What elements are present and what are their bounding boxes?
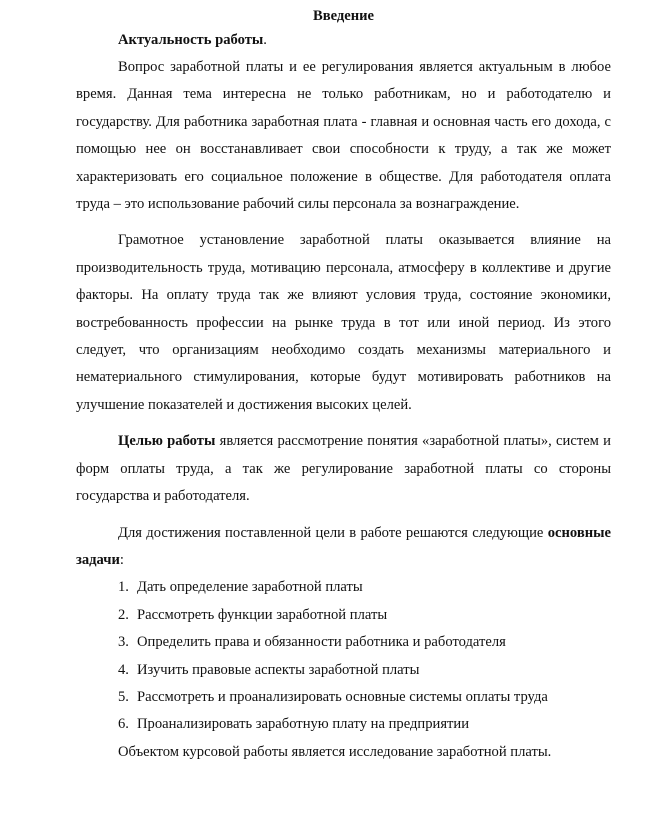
list-item: [76, 684, 611, 711]
tasks-list: [76, 574, 611, 738]
relevance-heading-text: Актуальность работы: [118, 32, 264, 48]
goal-bold: Целью работы: [118, 433, 216, 450]
spacer: [76, 511, 611, 520]
paragraph-object: Объектом курсовой работы является исследование заработной платы.: [118, 743, 552, 760]
relevance-heading: [76, 26, 611, 54]
tasks-bold: основные задачи: [76, 524, 611, 568]
task-text: Изучить правовые аспекты заработной платы: [137, 661, 420, 678]
task-text: Определить права и обязанности работника и работодателя: [137, 634, 506, 651]
list-item: [76, 574, 611, 601]
task-number: 3.: [118, 634, 129, 651]
paragraph-relevance: Вопрос заработной платы и ее регулирования является актуальным в любое время. Данная тема интересна не только работникам, но и работодателю и государству. Для работника заработная плата - главная и основная часть его дохода, с помощью нее он восстанавливает свои способности к труду, а так же может характеризовать его социальное положение в обществе. Для работодателя оплата труда – это использование рабочий силы персонала за вознаграждение.: [76, 59, 611, 213]
paragraph-wage-setting: Грамотное установление заработной платы оказывается влияние на производительность труда, мотивацию персонала, атмосферу в коллективе и другие факторы. На оплату труда так же влияют условия труда, состояние экономики, востребованность профессии на рынке труда в тот или иной период. Из этого следует, что организациям необходимо создать механизмы материального и нематериального стимулирования, которые будут мотивировать работников на улучшение показателей и достижения высоких целей.: [76, 232, 611, 413]
spacer: [76, 419, 611, 428]
document-page: [76, 6, 611, 766]
task-text: Дать определение заработной платы: [137, 579, 363, 596]
task-text: Проанализировать заработную плату на предприятии: [137, 716, 470, 733]
spacer: [76, 218, 611, 227]
task-number: 6.: [118, 716, 129, 733]
task-text: Рассмотреть и проанализировать основные системы оплаты труда: [137, 688, 548, 705]
list-item: [76, 657, 611, 684]
list-item: [76, 629, 611, 656]
paragraph-goal: [76, 428, 611, 510]
paragraph-tasks-intro: [76, 520, 611, 575]
task-number: 1.: [118, 579, 129, 596]
list-item: [76, 602, 611, 629]
relevance-heading-period: .: [263, 32, 267, 48]
task-text: Рассмотреть функции заработной платы: [137, 606, 388, 623]
goal-text: является рассмотрение понятия «заработной платы», систем и форм оплаты труда, а так же регулирование заработной платы со стороны государства и работодателя.: [76, 433, 611, 505]
task-number: 5.: [118, 688, 129, 705]
list-item: [76, 711, 611, 738]
document-title: Введение: [312, 8, 375, 24]
task-number: 2.: [118, 606, 129, 623]
task-number: 4.: [118, 661, 129, 678]
tasks-colon: :: [119, 551, 124, 568]
tasks-intro-text: Для достижения поставленной цели в работе решаются следующие: [118, 524, 548, 541]
